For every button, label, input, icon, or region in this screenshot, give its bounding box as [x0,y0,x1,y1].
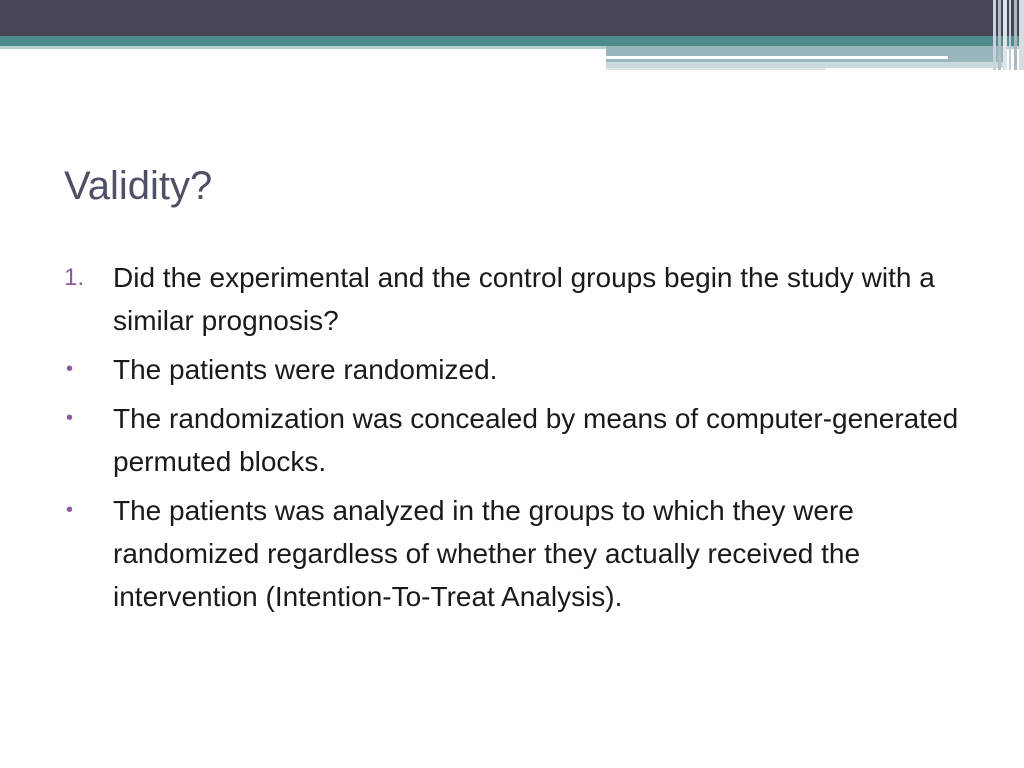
header-accent-block [606,46,1006,62]
list-item-text: The patients were randomized. [113,354,498,385]
header-decorative-stripe [993,0,996,70]
header-decorative-stripe [1009,0,1011,70]
header-accent-line [606,56,948,59]
bullet-item [64,348,964,391]
bullet-item [64,397,964,483]
header-decorative-stripe [1014,0,1017,70]
list-item-text: The randomization was concealed by means of computer-generated permuted blocks. [113,403,959,477]
bullet-icon: • [66,499,74,521]
header-dark-band [0,0,1024,36]
list-number: 1. [64,264,85,291]
bullet-icon: • [66,358,74,380]
numbered-item [64,256,964,342]
bullet-icon: • [66,407,74,429]
header-decorative-stripe [1019,0,1024,70]
header-decorative-stripe [1003,0,1007,70]
slide-content-list [64,256,964,624]
list-item-text: Did the experimental and the control groups begin the study with a similar prognosis? [113,262,935,336]
list-item-text: The patients was analyzed in the groups to which they were randomized regardless of whether they actually received the intervention (Intention-To-Treat Analysis). [113,495,861,612]
header-accent-line [606,68,826,70]
header-teal-band [0,36,1024,46]
bullet-item [64,489,964,618]
header-decorative-stripe [998,0,1001,70]
slide-title: Validity? [64,164,213,208]
